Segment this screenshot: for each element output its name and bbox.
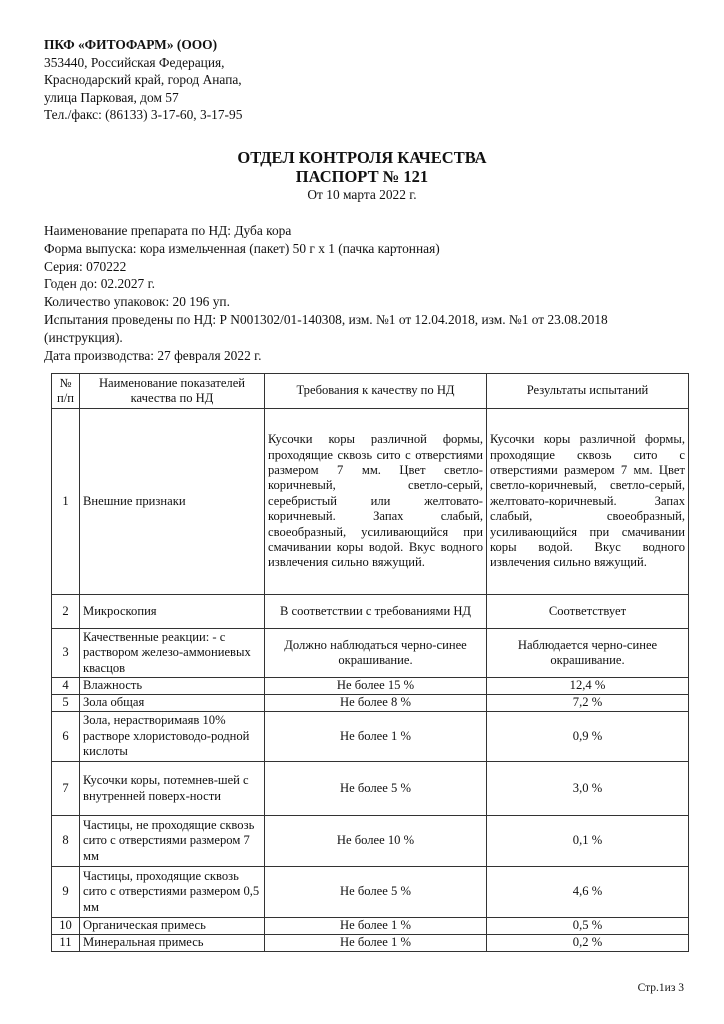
row-result: 7,2 % bbox=[487, 695, 689, 712]
company-address-line: Краснодарский край, город Анапа, bbox=[44, 72, 242, 88]
info-package-count: Количество упаковок: 20 196 уп. bbox=[44, 294, 230, 310]
row-num: 5 bbox=[52, 695, 80, 712]
header-requirements: Требования к качеству по НД bbox=[265, 374, 487, 409]
row-result: 0,2 % bbox=[487, 935, 689, 952]
row-num: 3 bbox=[52, 629, 80, 678]
row-result: Наблюдается черно-синее окрашивание. bbox=[487, 629, 689, 678]
row-num: 9 bbox=[52, 867, 80, 918]
row-requirement: Не более 10 % bbox=[265, 816, 487, 867]
row-indicator: Зола, нерастворимаяв 10% растворе хлористоводо-родной кислоты bbox=[80, 712, 265, 762]
info-expiry: Годен до: 02.2027 г. bbox=[44, 276, 155, 292]
row-requirement: Не более 15 % bbox=[265, 678, 487, 695]
row-requirement: Не более 5 % bbox=[265, 762, 487, 816]
info-production-date: Дата производства: 27 февраля 2022 г. bbox=[44, 347, 262, 363]
header-name: Наименование показателей качества по НД bbox=[80, 374, 265, 409]
row-indicator: Качественные реакции: - с раствором железо-аммониевых квасцов bbox=[80, 629, 265, 678]
quality-table bbox=[51, 373, 689, 952]
row-result: 0,9 % bbox=[487, 712, 689, 762]
header-num: № п/п bbox=[52, 374, 80, 409]
passport-date: От 10 марта 2022 г. bbox=[307, 187, 417, 202]
table-row bbox=[52, 816, 689, 867]
department-title: ОТДЕЛ КОНТРОЛЯ КАЧЕСТВА bbox=[237, 148, 487, 167]
row-result: 3,0 % bbox=[487, 762, 689, 816]
row-indicator: Частицы, не проходящие сквозь сито с отверстиями размером 7 мм bbox=[80, 816, 265, 867]
row-requirement: Не более 5 % bbox=[265, 867, 487, 918]
row-indicator: Внешние признаки bbox=[80, 409, 265, 595]
row-indicator: Зола общая bbox=[80, 695, 265, 712]
company-phone: Тел./факс: (86133) 3-17-60, 3-17-95 bbox=[44, 107, 243, 123]
row-num: 1 bbox=[52, 409, 80, 595]
table-row bbox=[52, 629, 689, 678]
row-result: 0,1 % bbox=[487, 816, 689, 867]
row-indicator: Минеральная примесь bbox=[80, 935, 265, 952]
row-num: 7 bbox=[52, 762, 80, 816]
row-indicator: Влажность bbox=[80, 678, 265, 695]
table-row bbox=[52, 762, 689, 816]
row-num: 8 bbox=[52, 816, 80, 867]
row-result: Кусочки коры различной формы, проходящие сквозь сито с отверстиями размером 7 мм. Цвет светло-коричневый, светло-серый, желтовато-коричневый. Запах слабый, своеобразный, усиливающийся при смачивании коры водой. Вкус водного извлечения сильно вяжущий. bbox=[487, 409, 689, 595]
table-row bbox=[52, 409, 689, 595]
info-series: Серия: 070222 bbox=[44, 258, 127, 274]
row-indicator: Частицы, проходящие сквозь сито с отверстиями размером 0,5 мм bbox=[80, 867, 265, 918]
row-result: 4,6 % bbox=[487, 867, 689, 918]
row-num: 10 bbox=[52, 918, 80, 935]
row-indicator: Микроскопия bbox=[80, 595, 265, 629]
row-requirement: Не более 8 % bbox=[265, 695, 487, 712]
table-row bbox=[52, 867, 689, 918]
row-requirement: Кусочки коры различной формы, проходящие сквозь сито с отверстиями размером 7 мм. Цвет светло-коричневый, светло-серый, серебристый или желтовато-коричневый. Запах слабый, своеобразный, усиливающийся при смачивании коры водой. Вкус водного извлечения сильно вяжущий. bbox=[265, 409, 487, 595]
table-row bbox=[52, 935, 689, 952]
row-requirement: Должно наблюдаться черно-синее окрашивание. bbox=[265, 629, 487, 678]
row-num: 11 bbox=[52, 935, 80, 952]
passport-number: ПАСПОРТ № 121 bbox=[295, 167, 429, 186]
row-result: 12,4 % bbox=[487, 678, 689, 695]
info-release-form: Форма выпуска: кора измельченная (пакет) 50 г х 1 (пачка картонная) bbox=[44, 240, 440, 256]
row-result: Соответствует bbox=[487, 595, 689, 629]
table-row bbox=[52, 595, 689, 629]
company-name: ПКФ «ФИТОФАРМ» (ООО) bbox=[44, 37, 218, 52]
row-num: 2 bbox=[52, 595, 80, 629]
row-indicator: Кусочки коры, потемнев-шей с внутренней поверх-ности bbox=[80, 762, 265, 816]
row-requirement: Не более 1 % bbox=[265, 918, 487, 935]
table-row bbox=[52, 918, 689, 935]
info-tests-nd: Испытания проведены по НД: Р N001302/01-140308, изм. №1 от 12.04.2018, изм. №1 от 23.08.2018 bbox=[44, 311, 608, 327]
product-info bbox=[44, 222, 684, 364]
info-product-name: Наименование препарата по НД: Дуба кора bbox=[44, 223, 292, 238]
table-row bbox=[52, 695, 689, 712]
row-num: 4 bbox=[52, 678, 80, 695]
table-row bbox=[52, 712, 689, 762]
table-row bbox=[52, 678, 689, 695]
company-address-line: улица Парковая, дом 57 bbox=[44, 89, 179, 105]
row-result: 0,5 % bbox=[487, 918, 689, 935]
company-address-line: 353440, Российская Федерация, bbox=[44, 54, 225, 70]
page-number: Стр.1из 3 bbox=[637, 982, 684, 994]
row-requirement: Не более 1 % bbox=[265, 712, 487, 762]
table-header-row bbox=[52, 374, 689, 409]
row-num: 6 bbox=[52, 712, 80, 762]
row-indicator: Органическая примесь bbox=[80, 918, 265, 935]
row-requirement: В соответствии с требованиями НД bbox=[265, 595, 487, 629]
header-results: Результаты испытаний bbox=[487, 374, 689, 409]
info-tests-nd-cont: (инструкция). bbox=[44, 329, 123, 345]
row-requirement: Не более 1 % bbox=[265, 935, 487, 952]
company-block bbox=[44, 36, 242, 124]
